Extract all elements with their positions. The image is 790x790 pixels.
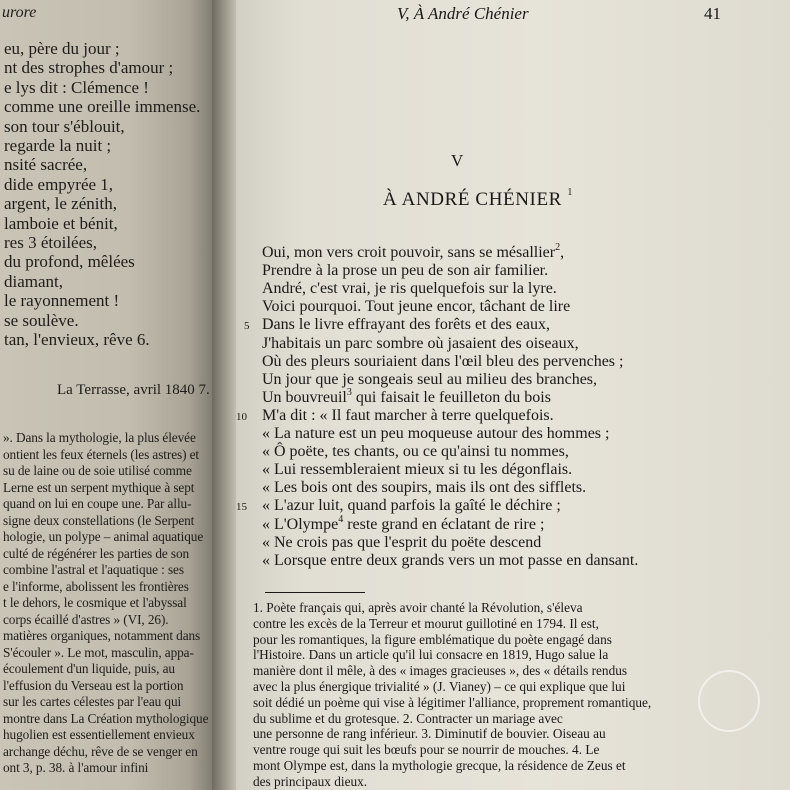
left-footnote-line: quand on lui en coupe une. Par allu-	[3, 496, 192, 511]
left-footnote-line: ont 3, p. 38. à l'amour infini	[3, 760, 149, 775]
note-ref: 4	[338, 513, 344, 525]
note-ref: 2	[555, 242, 561, 253]
footnote-line: contre les excès de la Terreur et mourut guillotiné en 1794. Il est,	[253, 615, 599, 631]
footnote-line: pour les romantiques, la figure emblématique du poète engagé dans	[253, 631, 612, 647]
line-number: 5	[244, 320, 250, 333]
left-footnote-line: signe deux constellations (le Serpent	[3, 512, 195, 528]
left-verse-line: diamant,	[4, 271, 64, 291]
left-verse-line: eu, père du jour ;	[4, 39, 120, 58]
left-page	[0, 0, 214, 790]
poem-title-text: À ANDRÉ CHÉNIER	[383, 189, 562, 210]
footnote-line: soit dédié un poème qui vise à légitimer l'alliance, proprement romantique,	[253, 694, 652, 710]
footnote-line: du sublime et du grotesque. 2. Contracter un mariage avec	[253, 710, 563, 726]
footnote-line: 1. Poète français qui, après avoir chanté la Révolution, s'éleva	[253, 600, 583, 615]
footnote-line: avec la plus énergique trivialité » (J. Vianey) – ce qui explique que lui	[253, 679, 626, 694]
left-verse-line: res 3 étoilées,	[4, 233, 97, 252]
verse-line: M'a dit : « Il faut marcher à terre quelquefois.	[262, 406, 554, 424]
verse-line: Dans le livre effrayant des forêts et des eaux,	[262, 316, 551, 334]
left-footnote-line: ». Dans la mythologie, la plus élevée	[3, 430, 196, 445]
footnote-line: l'Histoire. Dans un article qu'il lui consacre en 1819, Hugo salue la	[253, 647, 609, 663]
left-verse-line: son tour s'éblouit,	[4, 116, 125, 136]
section-numeral: V	[451, 151, 464, 170]
verse-line: Où des pleurs souriaient dans l'œil bleu des pervenches ;	[262, 352, 624, 370]
date-signature: La Terrasse, avril 1840 7.	[57, 382, 210, 398]
verse-line: « Ô poëte, tes chants, ou ce qu'ainsi tu nommes,	[262, 443, 569, 461]
footnote-line: manière dont il mêle, à des « images gracieuses », des « détails rendus	[253, 663, 628, 679]
verse-line: « Les bois ont des soupirs, mais ils ont des sifflets.	[262, 479, 587, 497]
left-footnote-line: su de laine ou de soie utilisé comme	[3, 463, 192, 478]
left-verse-line: nt des strophes d'amour ;	[4, 58, 174, 78]
right-page	[236, 0, 790, 790]
line-number: 10	[236, 410, 247, 423]
footnote-rule	[265, 592, 365, 593]
verse-line: « Lui ressembleraient mieux si tu les dégonflais.	[262, 461, 573, 479]
left-footnote-line: t le dehors, le cosmique et l'abyssal	[3, 595, 187, 610]
left-footnote-line: matières organiques, notamment dans	[3, 628, 201, 643]
verse-line: Voici pourquoi. Tout jeune encor, tâchant de lire	[262, 298, 571, 316]
poem-title	[383, 189, 573, 211]
left-footnote-line: corps écaillé d'astres » (VI, 26).	[3, 611, 169, 627]
footnote-line: mont Olympe est, dans la mythologie grecque, la résidence de Zeus et	[253, 758, 626, 773]
left-footnote-line: montre dans La Création mythologique	[3, 710, 209, 726]
left-verse-line: comme une oreille immense.	[4, 97, 201, 117]
note-ref: 3	[346, 386, 352, 398]
running-head: V, À André Chénier	[397, 4, 529, 23]
left-footnote-line: S'écouler ». Le mot, masculin, appa-	[3, 644, 194, 660]
left-footnote-line: combine l'astral et l'aquatique : ses	[3, 562, 184, 577]
left-verse-line: lamboie et bénit,	[4, 213, 118, 233]
left-footnote-line: hugolien est essentiellement envieux	[3, 727, 195, 742]
left-verse-line: argent, le zénith,	[4, 194, 117, 214]
left-verse-line: dide empyrée 1,	[4, 174, 114, 194]
left-footnote-line: l'effusion du Verseau est la portion	[3, 677, 184, 693]
verse-line: « Lorsque entre deux grands vers un mot passe en dansant.	[262, 551, 639, 569]
footnote-line: ventre rouge qui suit les bœufs pour se nourrir de mouches. 4. Le	[253, 742, 600, 758]
left-verse-line: se soulève.	[4, 310, 79, 330]
left-running-head: urore	[2, 4, 37, 21]
verse-line: « Ne crois pas que l'esprit du poëte descend	[262, 533, 542, 551]
left-footnote-line: hologie, un polype – animal aquatique	[3, 529, 204, 544]
left-footnote-line: ontient les feux éternels (les astres) et	[3, 446, 200, 462]
line-number: 15	[236, 501, 247, 514]
left-footnote-line: e l'informe, abolissent les frontières	[3, 578, 189, 594]
left-footnote-line: sur les cartes célestes par l'eau qui	[3, 694, 182, 709]
verse-line: Un bouvreuil$^3$ qui faisait le feuilleton du bois	[262, 386, 551, 406]
left-verse-line: regarde la nuit ;	[4, 136, 112, 155]
footnote-line: une personne de rang inférieur. 3. Diminutif de bouvier. Oiseau au	[253, 726, 606, 742]
footnote-line: des principaux dieux.	[253, 773, 368, 789]
page-number: 41	[704, 4, 721, 23]
left-verse-line: du profond, mêlées	[4, 252, 135, 272]
left-footnote-line: archange déchu, rêve de se venger en	[3, 743, 198, 759]
verse-line: J'habitais un parc sombre où jasaient des oiseaux,	[262, 334, 579, 352]
verse-line: André, c'est vrai, je ris quelquefois sur la lyre.	[262, 280, 557, 298]
book-gutter	[212, 0, 238, 790]
title-note-ref: 1	[567, 187, 573, 198]
verse-line: Oui, mon vers croit pouvoir, sans se mésallier$^2$,	[262, 242, 565, 261]
verse-line: « L'Olympe$^4$ reste grand en éclatant de rire ;	[262, 513, 545, 533]
left-footnote-line: écoulement d'un liquide, puis, au	[3, 661, 175, 676]
verse-line: « La nature est un peu moqueuse autour des hommes ;	[262, 425, 610, 442]
left-footnote-line: culté de régénérer les parties de son	[3, 545, 190, 561]
left-verse-line: e lys dit : Clémence !	[4, 77, 149, 97]
verse-line: Un jour que je songeais seul au milieu des branches,	[262, 370, 598, 388]
verse-line: « L'azur luit, quand parfois la gaîté le déchire ;	[262, 497, 561, 515]
watermark-stamp	[698, 670, 760, 732]
verse-line: Prendre à la prose un peu de son air familier.	[262, 262, 549, 280]
left-verse-line: tan, l'envieux, rêve 6.	[4, 330, 150, 349]
left-verse-line: le rayonnement !	[4, 291, 120, 311]
left-footnote-line: Lerne est un serpent mythique à sept	[3, 479, 195, 495]
left-verse-line: nsité sacrée,	[4, 155, 88, 175]
